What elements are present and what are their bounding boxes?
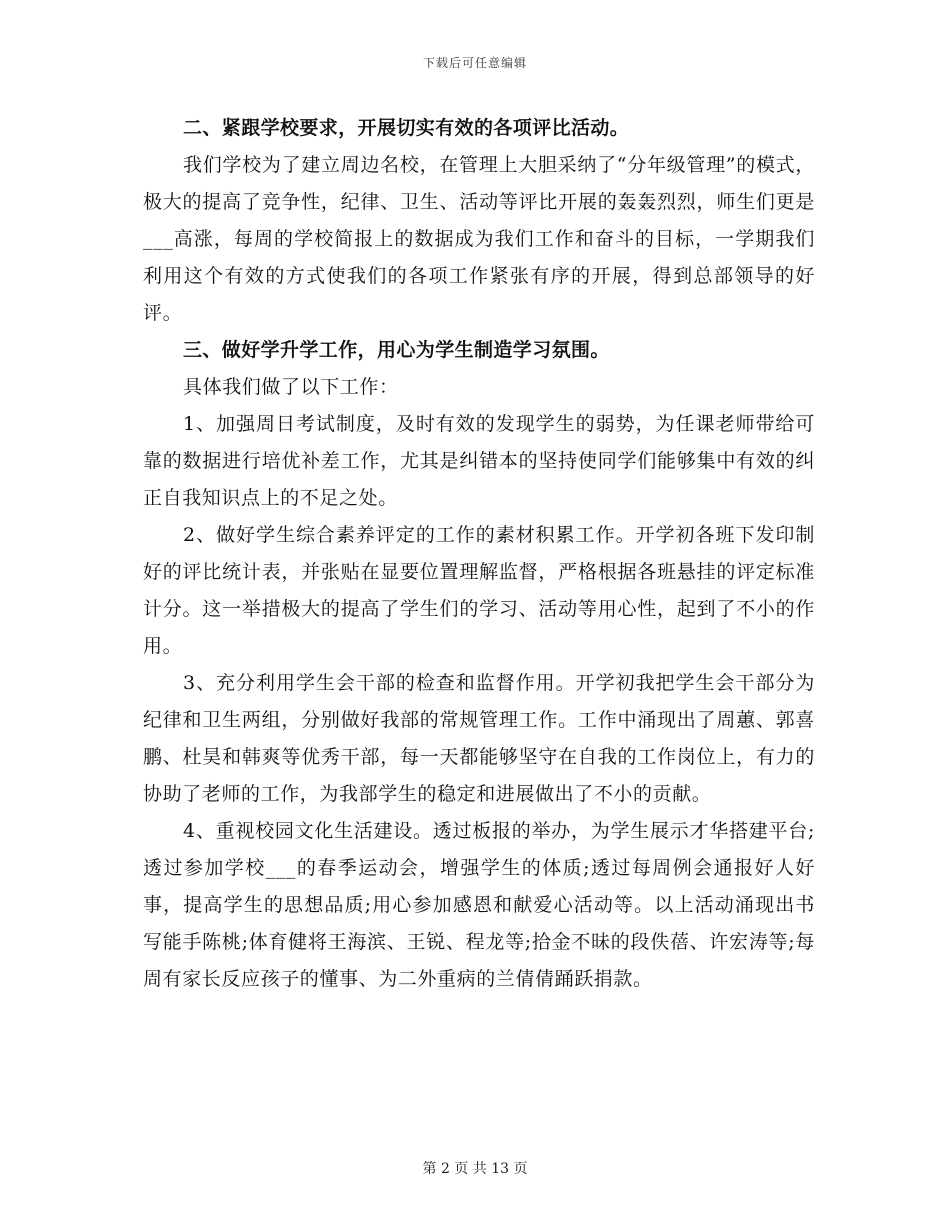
- list-item-1: 1、加强周日考试制度，及时有效的发现学生的弱势，为任课老师带给可靠的数据进行培优补差工作，尤其是纠错本的坚持使同学们能够集中有效的纠正自我知识点上的不足之处。: [143, 413, 815, 509]
- section-2-paragraph: 我们学校为了建立周边名校，在管理上大胆采纳了“分年级管理”的模式，极大的提高了竞争性，纪律、卫生、活动等评比开展的轰轰烈烈，师生们更是___高涨，每周的学校简报上的数据成为我们工作和奋斗的目标，一学期我们利用这个有效的方式使我们的各项工作紧张有序的开展，得到总部领导的好评。: [143, 154, 815, 324]
- list-item-4: 4、重视校园文化生活建设。透过板报的举办，为学生展示才华搭建平台;透过参加学校___的春季运动会，增强学生的体质;透过每周例会通报好人好事，提高学生的思想品质;用心参加感恩和献爱心活动等。以上活动涌现出书写能手陈桃;体育健将王海滨、王锐、程龙等;拾金不昧的段佚蓓、许宏涛等;每周有家长反应孩子的懂事、为二外重病的兰倩倩踊跃捐款。: [143, 820, 815, 990]
- section-3-intro: 具体我们做了以下工作：: [183, 376, 399, 398]
- list-item-2: 2、做好学生综合素养评定的工作的素材积累工作。开学初各班下发印制好的评比统计表，并张贴在显要位置理解监督，严格根据各班悬挂的评定标准计分。这一举措极大的提高了学生们的学习、活动等用心性，起到了不小的作用。: [143, 524, 815, 657]
- page-number: 第 2 页 共 13 页: [422, 1161, 528, 1177]
- section-heading-3: 三、做好学升学工作，用心为学生制造学习氛围。: [183, 339, 610, 361]
- document-body: [143, 110, 815, 998]
- section-heading-2: 二、紧跟学校要求，开展切实有效的各项评比活动。: [183, 117, 630, 139]
- list-item-3: 3、充分利用学生会干部的检查和监督作用。开学初我把学生会干部分为纪律和卫生两组，分别做好我部的常规管理工作。工作中涌现出了周蕙、郭喜鹏、杜昊和韩爽等优秀干部，每一天都能够坚守在自我的工作岗位上，有力的协助了老师的工作，为我部学生的稳定和进展做出了不小的贡献。: [143, 672, 815, 805]
- header-note: 下载后可任意编辑: [422, 56, 527, 70]
